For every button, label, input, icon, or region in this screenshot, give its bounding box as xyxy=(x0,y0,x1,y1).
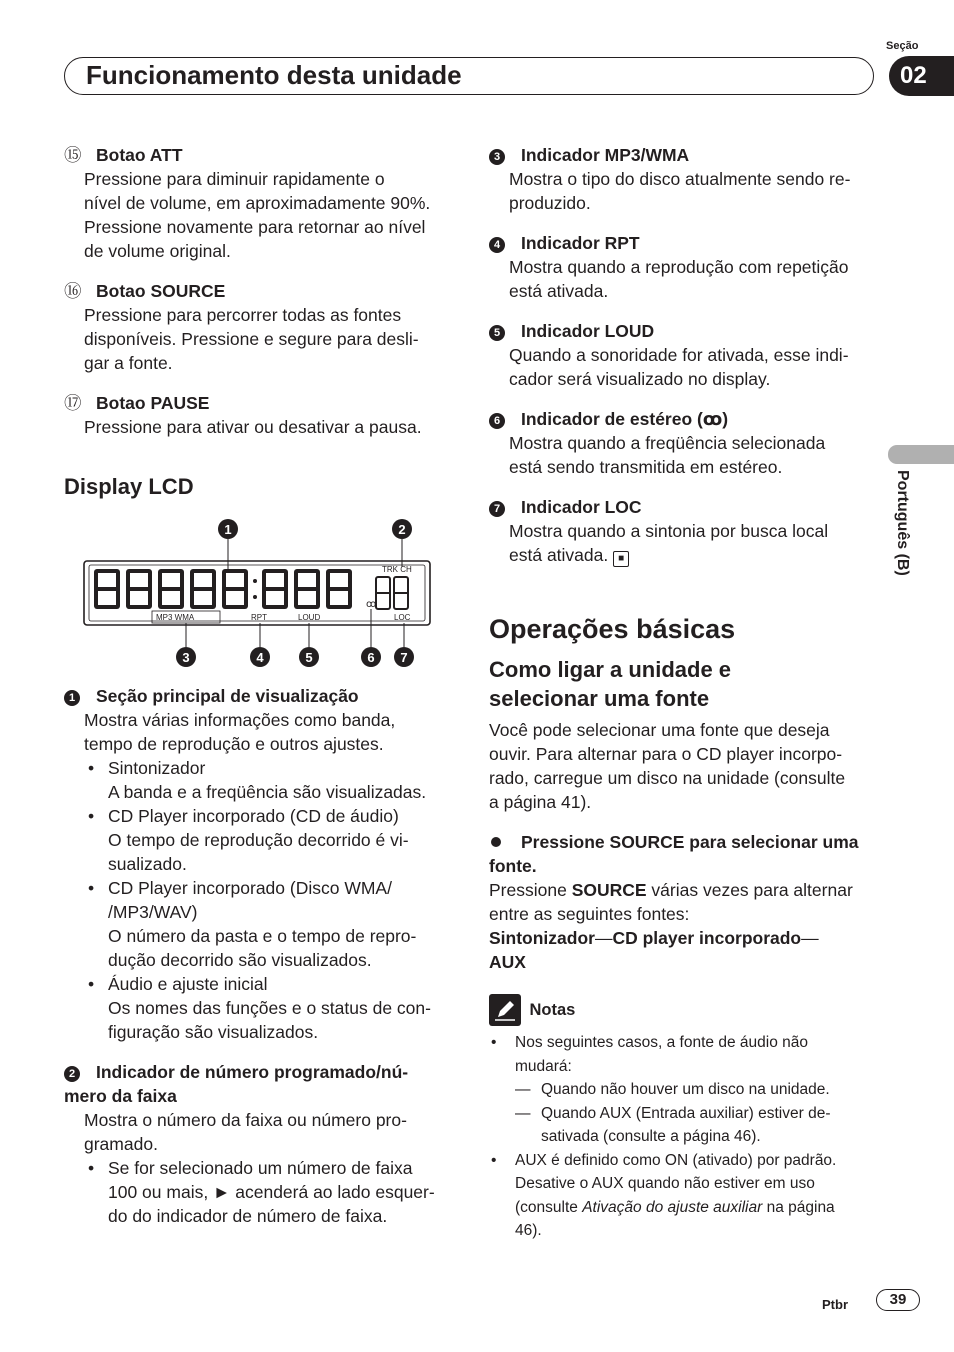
bullet-text: O tempo de reprodução decorrido é vi- xyxy=(108,830,409,850)
bullet-item: • Sintonizador xyxy=(64,756,464,780)
end-mark-icon: ■ xyxy=(613,551,629,567)
item-text: Pressione para percorrer todas as fontes xyxy=(84,305,402,325)
item-title: Indicador LOUD xyxy=(521,321,655,341)
sub-heading-line: selecionar uma fonte xyxy=(489,686,710,711)
lcd-loud-label: LOUD xyxy=(298,613,321,622)
item-text: Mostra várias informações como banda, xyxy=(84,710,396,730)
item-text: Pressione para diminuir rapidamente o xyxy=(84,169,385,189)
item-text: gar a fonte. xyxy=(84,353,173,373)
note-dash-item: — Quando AUX (Entrada auxiliar) estiver de- xyxy=(489,1102,881,1126)
notes-list xyxy=(489,1031,881,1243)
item-stereo xyxy=(489,407,881,479)
bullet-text: dução decorrido são visualizados. xyxy=(108,950,372,970)
svg-text:6: 6 xyxy=(367,650,375,665)
note-text: sativada (consulte a página 46). xyxy=(541,1128,761,1145)
svg-text:4: 4 xyxy=(256,650,264,665)
item-att xyxy=(64,143,464,263)
ops-heading: Operações básicas xyxy=(489,614,736,644)
item-title: Indicador de número programado/nú- xyxy=(96,1062,409,1082)
item-text: está ativada. xyxy=(509,545,609,565)
bullet-item: • CD Player incorporado (Disco WMA/ xyxy=(64,876,464,900)
item-text: Mostra quando a sintonia por busca local xyxy=(509,521,829,541)
lcd-stereo-label: ꝏ xyxy=(366,599,377,610)
item-pause xyxy=(64,391,464,439)
bullet-text: A banda e a freqüência são visualizadas. xyxy=(108,782,427,802)
item-text: tempo de reprodução e outros ajustes. xyxy=(84,734,384,754)
item-text: Pressione para ativar ou desativar a pausa. xyxy=(84,417,422,437)
bullet-item: • CD Player incorporado (CD de áudio) xyxy=(64,804,464,828)
svg-text:1: 1 xyxy=(224,522,232,537)
item-mp3-wma xyxy=(489,143,881,215)
item-text: disponíveis. Pressione e segure para desli- xyxy=(84,329,419,349)
step-text: fonte. xyxy=(489,856,537,876)
page-title: Funcionamento desta unidade xyxy=(86,60,462,90)
lcd-items xyxy=(64,684,464,1228)
intro-text: ouvir. Para alternar para o CD player incorpo- xyxy=(489,744,843,764)
note-text: Desative o AUX quando não estiver em uso xyxy=(515,1175,815,1192)
svg-text:3: 3 xyxy=(182,650,190,665)
lcd-trk-ch-label: TRK CH xyxy=(382,565,412,574)
right-items xyxy=(489,143,881,567)
display-lcd-heading: Display LCD xyxy=(64,474,194,499)
item-text: Mostra quando a reprodução com repetição xyxy=(509,257,849,277)
item-title: Indicador de estéreo (ꝏ) xyxy=(521,409,729,429)
item-title: mero da faixa xyxy=(64,1086,177,1106)
lcd-item-main xyxy=(64,684,464,1044)
item-title: Botao ATT xyxy=(96,145,183,165)
language-code: Ptbr xyxy=(822,1297,848,1312)
item-text: está sendo transmitida em estéreo. xyxy=(509,457,783,477)
item-rpt xyxy=(489,231,881,303)
item-number: ⑰ xyxy=(64,393,82,413)
language-label: Português (B) xyxy=(894,470,911,576)
item-title: Seção principal de visualização xyxy=(96,686,359,706)
left-items xyxy=(64,143,464,439)
bullet-item: • Se for selecionado um número de faixa xyxy=(64,1156,464,1180)
lcd-rpt-label: RPT xyxy=(251,613,267,622)
notes-title: Notas xyxy=(529,1000,576,1019)
item-title: Indicador RPT xyxy=(521,233,640,253)
notes-header xyxy=(489,994,881,1026)
svg-text:2: 2 xyxy=(398,522,406,537)
item-title: Indicador LOC xyxy=(521,497,642,517)
svg-text:5: 5 xyxy=(305,650,313,665)
intro-text: a página 41). xyxy=(489,792,592,812)
item-text: está ativada. xyxy=(509,281,609,301)
item-text: Mostra o número da faixa ou número pro- xyxy=(84,1110,407,1130)
sub-heading-line: Como ligar a unidade e xyxy=(489,657,732,682)
item-number: 5 xyxy=(489,325,505,341)
item-number: ⑯ xyxy=(64,281,82,301)
item-title: Botao SOURCE xyxy=(96,281,226,301)
bullet-text: Os nomes das funções e o status de con- xyxy=(108,998,431,1018)
item-title: Botao PAUSE xyxy=(96,393,210,413)
source-aux: AUX xyxy=(489,952,526,972)
item-text: Quando a sonoridade for ativada, esse indi- xyxy=(509,345,849,365)
item-text: gramado. xyxy=(84,1134,158,1154)
lcd-diagram xyxy=(80,515,440,675)
step-body: entre as seguintes fontes: xyxy=(489,904,690,924)
note-text: (consulte Ativação do ajuste auxiliar na página xyxy=(515,1198,835,1216)
item-loud xyxy=(489,319,881,391)
sub-heading xyxy=(489,655,881,713)
item-loc xyxy=(489,495,881,567)
step-text: Pressione SOURCE para selecionar uma xyxy=(521,832,859,852)
item-title: Indicador MP3/WMA xyxy=(521,145,690,165)
intro-text: Você pode selecionar uma fonte que deseja xyxy=(489,720,830,740)
section-label: Seção xyxy=(886,40,919,52)
item-number: 4 xyxy=(489,237,505,253)
section-number: 02 xyxy=(889,56,954,96)
step-body: Pressione SOURCE várias vezes para alternar xyxy=(489,880,853,900)
page-number: 39 xyxy=(876,1289,920,1311)
item-number: 6 xyxy=(489,413,505,429)
bullet-text: figuração são visualizados. xyxy=(108,1022,319,1042)
ops-body xyxy=(489,718,881,974)
bullet-text: 100 ou mais, ► acenderá ao lado esquer- xyxy=(108,1182,435,1202)
lcd-loc-label: LOC xyxy=(394,613,411,622)
item-text: nível de volume, em aproximadamente 90%. xyxy=(84,193,431,213)
language-tab xyxy=(888,445,954,464)
note-dash-item: — Quando não houver um disco na unidade. xyxy=(489,1078,881,1102)
item-text: produzido. xyxy=(509,193,591,213)
item-number: 3 xyxy=(489,149,505,165)
bullet-text: sualizado. xyxy=(108,854,187,874)
svg-text:7: 7 xyxy=(400,650,408,665)
item-number: 2 xyxy=(64,1066,80,1082)
note-text: mudará: xyxy=(515,1057,572,1075)
step-bullet-icon xyxy=(491,837,501,847)
step-heading xyxy=(489,830,881,854)
source-sequence: Sintonizador—CD player incorporado— xyxy=(489,928,819,948)
pencil-icon xyxy=(489,994,521,1026)
bullet-text: O número da pasta e o tempo de repro- xyxy=(108,926,417,946)
bullet-text: /MP3/WAV) xyxy=(108,902,198,922)
lcd-mp3-wma-label: MP3 WMA xyxy=(156,613,195,622)
item-text: Mostra quando a freqüência selecionada xyxy=(509,433,826,453)
item-text: de volume original. xyxy=(84,241,231,261)
item-number: 1 xyxy=(64,690,80,706)
lcd-item-track xyxy=(64,1060,464,1228)
item-number: 7 xyxy=(489,501,505,517)
item-text: Mostra o tipo do disco atualmente sendo re- xyxy=(509,169,851,189)
note-text: 46). xyxy=(515,1222,542,1239)
note-item: • Nos seguintes casos, a fonte de áudio não xyxy=(489,1031,881,1055)
bullet-item: • Áudio e ajuste inicial xyxy=(64,972,464,996)
intro-text: rado, carregue um disco na unidade (consulte xyxy=(489,768,846,788)
note-item: • AUX é definido como ON (ativado) por padrão. xyxy=(489,1149,881,1173)
item-text: Pressione novamente para retornar ao nível xyxy=(84,217,426,237)
bullet-text: do do indicador de número de faixa. xyxy=(108,1206,388,1226)
item-text: cador será visualizado no display. xyxy=(509,369,771,389)
item-number: ⑮ xyxy=(64,145,82,165)
item-source xyxy=(64,279,464,375)
